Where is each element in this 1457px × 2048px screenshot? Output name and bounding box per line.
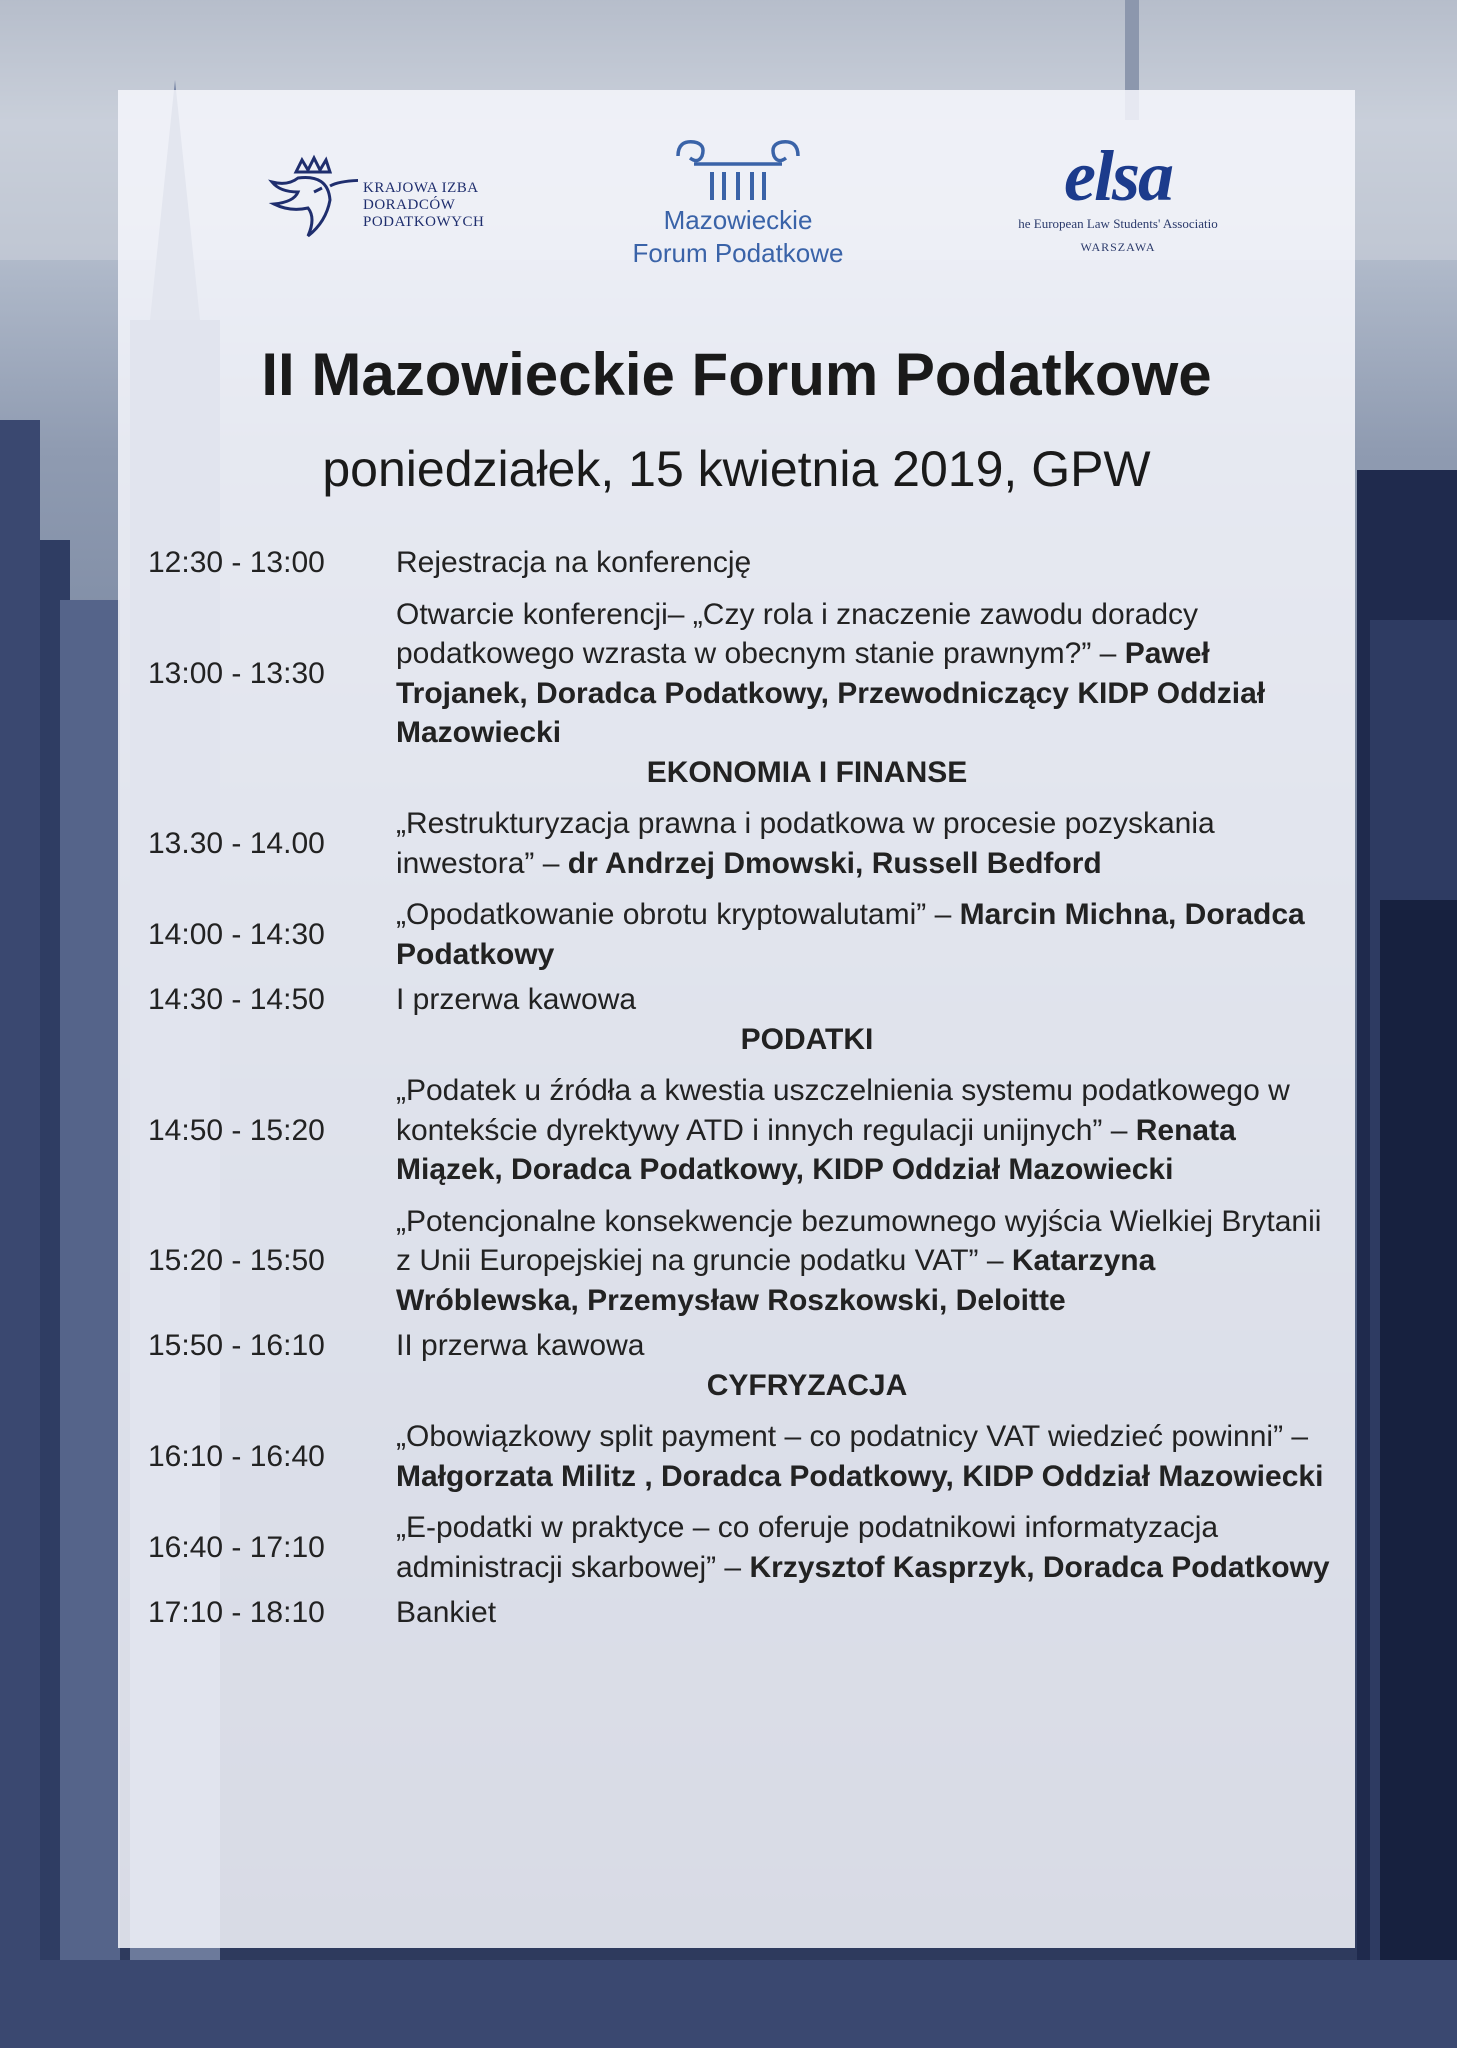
forum-logo-line-1: Mazowieckie	[663, 205, 813, 235]
agenda-time: 15:20 - 15:50	[148, 1244, 325, 1277]
agenda-time: 14:30 - 14:50	[148, 983, 325, 1016]
elsa-city: WARSZAWA	[1080, 240, 1156, 254]
agenda-text: „Podatek u źródła a kwestia uszczelnienia systemu podatkowego w kontekście dyrektywy ATD i innych regulacji unijnych” – Renata Miązek, Doradca Podatkowy, KIDP Oddział Mazowiecki	[396, 1074, 1290, 1186]
kidp-line-3: PODATKOWYCH	[363, 214, 485, 230]
agenda-text: „Obowiązkowy split payment – co podatnicy VAT wiedzieć powinni” – Małgorzata Militz , Doradca Podatkowy, KIDP Oddział Mazowiecki	[396, 1420, 1324, 1493]
speaker: Paweł Trojanek, Doradca Podatkowy, Przewodniczący KIDP Oddział Mazowiecki	[396, 637, 1266, 749]
speaker: Małgorzata Militz , Doradca Podatkowy, KIDP Oddział Mazowiecki	[396, 1459, 1324, 1493]
section-heading: EKONOMIA I FINANSE	[646, 755, 968, 789]
agenda-time: 13.30 - 14.00	[148, 826, 325, 860]
agenda-item	[148, 595, 1348, 753]
agenda-time: 17:10 - 18:10	[148, 1596, 325, 1629]
partner-logos	[118, 90, 1355, 290]
kidp-line-2: DORADCÓW	[363, 197, 456, 213]
forum-logo	[588, 134, 888, 274]
elsa-logo	[988, 136, 1248, 260]
agenda-time: 16:40 - 17:10	[148, 1530, 325, 1564]
kidp-line-1: KRAJOWA IZBA	[363, 180, 479, 196]
section-heading: CYFRYZACJA	[706, 1368, 908, 1402]
agenda-text: „Potencjonalne konsekwencje bezumownego wyjścia Wielkiej Brytanii z Unii Europejskiej na gruncie podatku VAT” – Katarzyna Wróblewska, Przemysław Roszkowski, Deloitte	[396, 1204, 1322, 1317]
agenda-item	[148, 1508, 1348, 1587]
speaker: Katarzyna Wróblewska, Przemysław Roszkowski, Deloitte	[396, 1244, 1156, 1317]
agenda-list	[148, 543, 1348, 1633]
agenda-item	[148, 804, 1348, 883]
elsa-mark: elsa	[1064, 136, 1172, 216]
agenda-text: „Opodatkowanie obrotu kryptowalutami” – Marcin Michna, Doradca Podatkowy	[396, 898, 1305, 971]
speaker: Krzysztof Kasprzyk, Doradca Podatkowy	[749, 1550, 1330, 1584]
agenda-text: Rejestracja na konferencję	[396, 546, 752, 579]
agenda-item	[148, 1326, 1348, 1366]
column-icon	[668, 134, 808, 204]
elsa-subtitle: he European Law Students' Associatio	[1018, 216, 1218, 231]
agenda-item	[148, 543, 1348, 583]
agenda-time: 15:50 - 16:10	[148, 1329, 325, 1362]
agenda-text: II przerwa kawowa	[396, 1329, 645, 1362]
agenda-time: 13:00 - 13:30	[148, 656, 325, 690]
agenda-time: 14:50 - 15:20	[148, 1113, 325, 1147]
agenda-item	[148, 895, 1348, 974]
agenda-text: „E-podatki w praktyce – co oferuje podatnikowi informatyzacja administracji skarbowej” – Krzysztof Kasprzyk, Doradca Podatkowy	[396, 1511, 1330, 1584]
agenda-item	[148, 1593, 1348, 1633]
kidp-logo	[268, 152, 508, 252]
agenda-item	[148, 1417, 1348, 1496]
agenda-text: I przerwa kawowa	[396, 983, 637, 1016]
agenda-item	[148, 1202, 1348, 1321]
eagle-icon	[268, 152, 358, 252]
speaker: Renata Miązek, Doradca Podatkowy, KIDP Oddział Mazowiecki	[396, 1113, 1236, 1186]
agenda-panel	[118, 90, 1355, 1948]
agenda-time: 12:30 - 13:00	[148, 546, 325, 579]
agenda-text: Bankiet	[396, 1596, 497, 1629]
agenda-item	[148, 980, 1348, 1020]
speaker: Marcin Michna, Doradca Podatkowy	[396, 898, 1305, 971]
event-date: poniedziałek, 15 kwietnia 2019, GPW	[322, 441, 1151, 497]
agenda-time: 16:10 - 16:40	[148, 1439, 325, 1473]
agenda-text: „Restrukturyzacja prawna i podatkowa w procesie pozyskania inwestora” – dr Andrzej Dmowski, Russell Bedford	[396, 807, 1215, 880]
page-title: II Mazowieckie Forum Podatkowe	[261, 341, 1212, 408]
agenda-time: 14:00 - 14:30	[148, 917, 325, 951]
section-heading: PODATKI	[740, 1022, 874, 1056]
speaker: dr Andrzej Dmowski, Russell Bedford	[567, 846, 1102, 880]
agenda-text: Otwarcie konferencji– „Czy rola i znaczenie zawodu doradcy podatkowego wzrasta w obecnym stanie prawnym?” – Paweł Trojanek, Doradca Podatkowy, Przewodniczący KIDP Oddział Mazowiecki	[396, 597, 1266, 749]
agenda-item	[148, 1071, 1348, 1190]
forum-logo-line-2: Forum Podatkowe	[632, 238, 844, 268]
